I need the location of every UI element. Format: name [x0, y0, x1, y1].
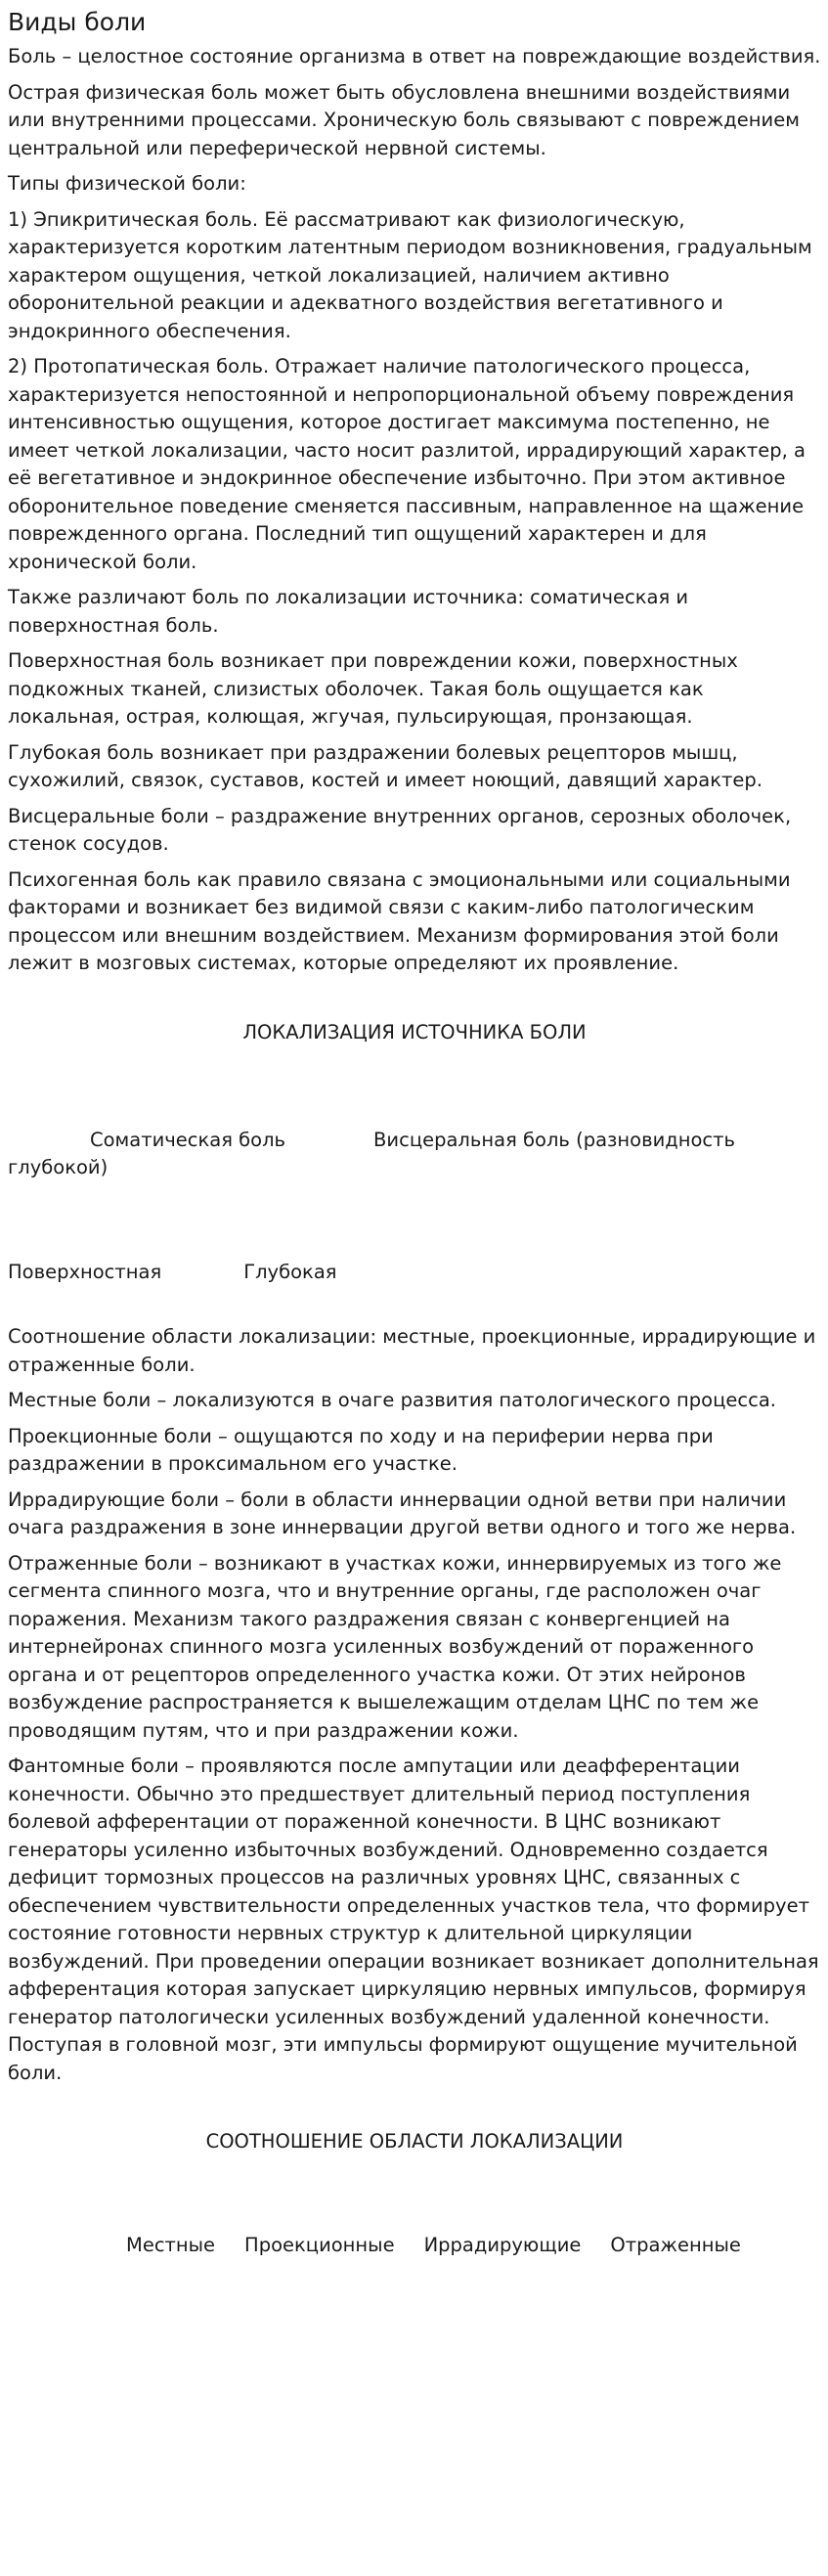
paragraph-protopathic: 2) Протопатическая боль. Отражает наличие патологического процесса, характеризуется непостоянной и непропорциональной объему повреждения интенсивностью ощущения, которое достигает максимума постепенно, не имеет четкой локализации, часто носит разлитой, иррадирующий характер, а её вегетативное и эндокринное обеспечение избыточно. При этом активное оборонительное поведение сменяется пассивным, направленное на щажение поврежденного органа. Последний тип ощущений характерен и для хронической боли.: [8, 355, 806, 573]
paragraph-phantom-pain: Фантомные боли – проявляются после ампутации или деафферентации конечности. Обычно это предшествует длительный период поступления болевой афферентации от пораженной конечности. В ЦНС возникают генераторы усиленно избыточных возбуждений. Одновременно создается дефицит тормозных процессов на различных уровнях ЦНС, связанных с обеспечением чувствительности определенных участков тела, что формирует состояние готовности нервных структур к длительной циркуляции возбуждений. При проведении операции возникает возникает дополнительная афферентация которая запускает циркуляцию нервных импульсов, формируя генератор патологически усиленных возбуждений удаленной конечности. Поступая в головной мозг, эти импульсы формируют ощущение мучительной боли.: [8, 1754, 819, 2084]
paragraph-referred-pain: Отраженные боли – возникают в участках кожи, иннервируемых из того же сегмента спинного мозга, что и внутренние органы, где расположен очаг поражения. Механизм такого раздражения связан с конвергенцией на интернейронах спинного мозга усиленных возбуждений от пораженного органа и от рецепторов определенного участка кожи. От этих нейронов возбуждение распространяется к вышележащим отделам ЦНС по тем же проводящим путям, что и при раздражении кожи.: [8, 1551, 782, 1742]
page-title: Виды боли: [8, 8, 147, 36]
localization-ratio-diagram: [8, 2128, 821, 2260]
paragraph-psychogenic: Психогенная боль как правило связана с эмоциональными или социальными факторами и возникает без видимой связи с каким-либо патологическим процессом или внешним воздействием. Механизм формирования этой боли лежит в мозговых системах, которые определяют их проявление.: [8, 867, 791, 974]
diagram-heading: ЛОКАЛИЗАЦИЯ ИСТОЧНИКА БОЛИ: [242, 1020, 587, 1044]
paragraph-local-pain: Местные боли – локализуются в очаге развития патологического процесса.: [8, 1389, 776, 1411]
irradiating-label: Иррадирующие: [423, 2234, 582, 2256]
local-label: Местные: [126, 2234, 216, 2256]
paragraph-ratio-intro: Соотношение области локализации: местные, проекционные, иррадирующие и отраженные боли.: [8, 1325, 816, 1376]
paragraph-definition: Боль – целостное состояние организма в ответ на повреждающие воздействия.: [8, 45, 821, 67]
paragraph-types-heading: Типы физической боли:: [8, 172, 246, 195]
somatic-pain-label: Соматическая боль: [90, 1128, 286, 1151]
paragraph-epicritic: 1) Эпикритическая боль. Её рассматривают как физиологическую, характеризуется коротким латентным периодом возникновения, градуальным характером ощущения, четкой локализацией, наличием активно оборонительной реакции и адекватного воздействия вегетативного и эндокринного обеспечения.: [8, 207, 812, 342]
paragraph-visceral: Висцеральные боли – раздражение внутренних органов, серозных оболочек, стенок сосудов.: [8, 804, 792, 855]
projection-label: Проекционные: [244, 2234, 395, 2256]
diagram-level1-row: [8, 1127, 821, 1182]
diagram-heading: СООТНОШЕНИЕ ОБЛАСТИ ЛОКАЛИЗАЦИИ: [205, 2130, 624, 2153]
paragraph-acute-chronic: Острая физическая боль может быть обусловлена внешними воздействиями или внутренними процессами. Хроническую боль связывают с повреждением центральной или переферической нервной системы.: [8, 80, 800, 159]
paragraph-localization-intro: Также различают боль по локализации источника: соматическая и поверхностная боль.: [8, 586, 689, 637]
paragraph-irradiating-pain: Иррадирующие боли – боли в области иннервации одной ветви при наличии очага раздражения в зоне иннервации другой ветви одного и того же нерва.: [8, 1488, 797, 1538]
paragraph-superficial: Поверхностная боль возникает при повреждении кожи, поверхностных подкожных тканей, слизистых оболочек. Такая боль ощущается как локальная, острая, колющая, жгучая, пульсирующая, пронзающая.: [8, 649, 738, 728]
visceral-pain-label: Висцеральная боль (разновидность глубокой): [8, 1128, 735, 1178]
superficial-label: Поверхностная: [8, 1260, 162, 1283]
diagram-level2-row: [8, 1259, 821, 1287]
document: [8, 8, 821, 2260]
deep-label: Глубокая: [243, 1260, 337, 1283]
referred-label: Отраженные: [610, 2234, 741, 2256]
paragraph-projection-pain: Проекционные боли – ощущаются по ходу и на периферии нерва при раздражении в проксимальном его участке.: [8, 1424, 714, 1475]
paragraph-deep: Глубокая боль возникает при раздражении болевых рецепторов мышц, сухожилий, связок, суставов, костей и имеет ноющий, давящий характер.: [8, 740, 763, 791]
diagram-items-row: [8, 2232, 821, 2260]
localization-source-diagram: [8, 1019, 821, 1287]
